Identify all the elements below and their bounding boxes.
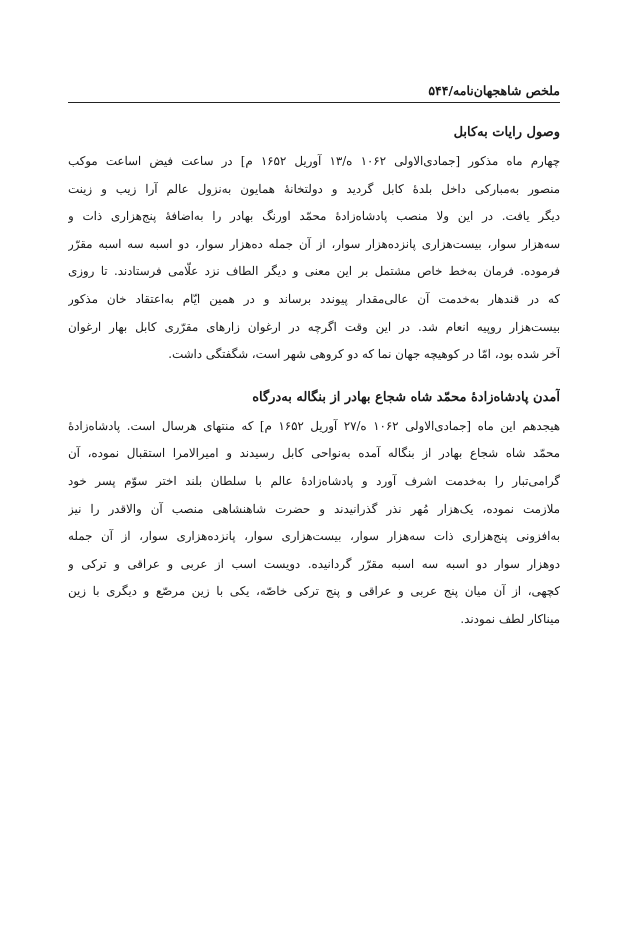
- running-title: ملخص شاهجهان‌نامه/۵۴۴: [428, 83, 560, 98]
- page-content: [68, 118, 560, 648]
- paragraph: [68, 413, 560, 634]
- text-line: میناکار لطف نمودند.: [460, 611, 560, 626]
- paragraph: [68, 148, 560, 369]
- text-line: کچهی، از آن میان پنج عربی و عراقی و پنج ترکی خاصّه، یکی با زین مرصّع و دیگری با زین: [68, 584, 560, 599]
- text-line: ملازمت نموده، یک‌هزار مُهر نذر گذرانیدند و حضرت شاهنشاهی منصب آن والاقدر را نیز: [68, 501, 560, 516]
- text-line: دیگر یافت. در این ولا منصب پادشاه‌زادهٔ محمّد اورنگ بهادر را به‌اضافهٔ پنج‌هزاری ذات و: [68, 209, 560, 224]
- section-arrival-kabul: [68, 118, 560, 369]
- text-line: چهارم ماه مذکور [جمادی‌الاولی ۱۰۶۲ ه/۱۳ آوریل ۱۶۵۲ م] در ساعت فیض اساعت موکب: [68, 154, 560, 168]
- text-line: به‌افزونی پنج‌هزاری ذات سه‌هزار سوار، بیست‌هزاری سوار، پانزده‌هزاری سوار، از آن جمله: [68, 529, 560, 544]
- text-line: محمّد شاه شجاع بهادر از بنگاله آمده به‌نواحی کابل رسیدند و امیرالامرا استقبال نموده، آن: [68, 446, 560, 461]
- section-title: آمدن پادشاه‌زادهٔ محمّد شاه شجاع بهادر از بنگاله به‌درگاه: [252, 389, 560, 405]
- text-line: که در قندهار به‌خدمت آن عالی‌مقدار پیوندد برساند و در همین ایّام به‌اعتقاد خان مذکور: [68, 291, 560, 306]
- running-header: [68, 80, 560, 103]
- text-line: منصور به‌مبارکی داخل بلدهٔ کابل گردید و دولتخانهٔ همایون به‌نزول عالم آرا زیب و زینت: [68, 181, 560, 196]
- section-title: وصول رایات به‌کابل: [453, 125, 560, 140]
- text-line: هیجدهم این ماه [جمادی‌الاولی ۱۰۶۲ ه/۲۷ آوریل ۱۶۵۲ م] که منتهای هرسال است. پادشاه‌زادهٔ: [68, 418, 560, 433]
- text-line: آخر شده بود، امّا در کوهیچه جهان نما که دو کروهی شهر است، شگفتگی داشت.: [168, 347, 560, 362]
- text-line: سه‌هزار سوار، بیست‌هزاری پانزده‌هزار سوار، از آن جمله ده‌هزار سوار، دو اسبه سه اسبه مقرّر: [68, 236, 560, 251]
- section-prince-shuja-arrival: [68, 383, 560, 634]
- text-line: گرامی‌تبار را به‌خدمت اشرف آورد و پادشاه‌زادهٔ عالم با سلطان بلند اختر سوّم پسر خود: [68, 473, 560, 488]
- text-line: دوهزار سوار دو اسبه سه اسبه مقرّر گردانیده. دویست اسب از عربی و عراقی و ترکی و: [68, 556, 560, 571]
- text-line: بیست‌هزار روپیه انعام شد. در این وقت اگرچه در ارغوان زارهای مقرّری کابل بهار ارغوان: [68, 319, 560, 334]
- text-line: فرموده. فرمان به‌خط خاص مشتمل بر این معنی و دیگر الطاف نزد علّامی فرستادند. تا روزی: [68, 264, 560, 279]
